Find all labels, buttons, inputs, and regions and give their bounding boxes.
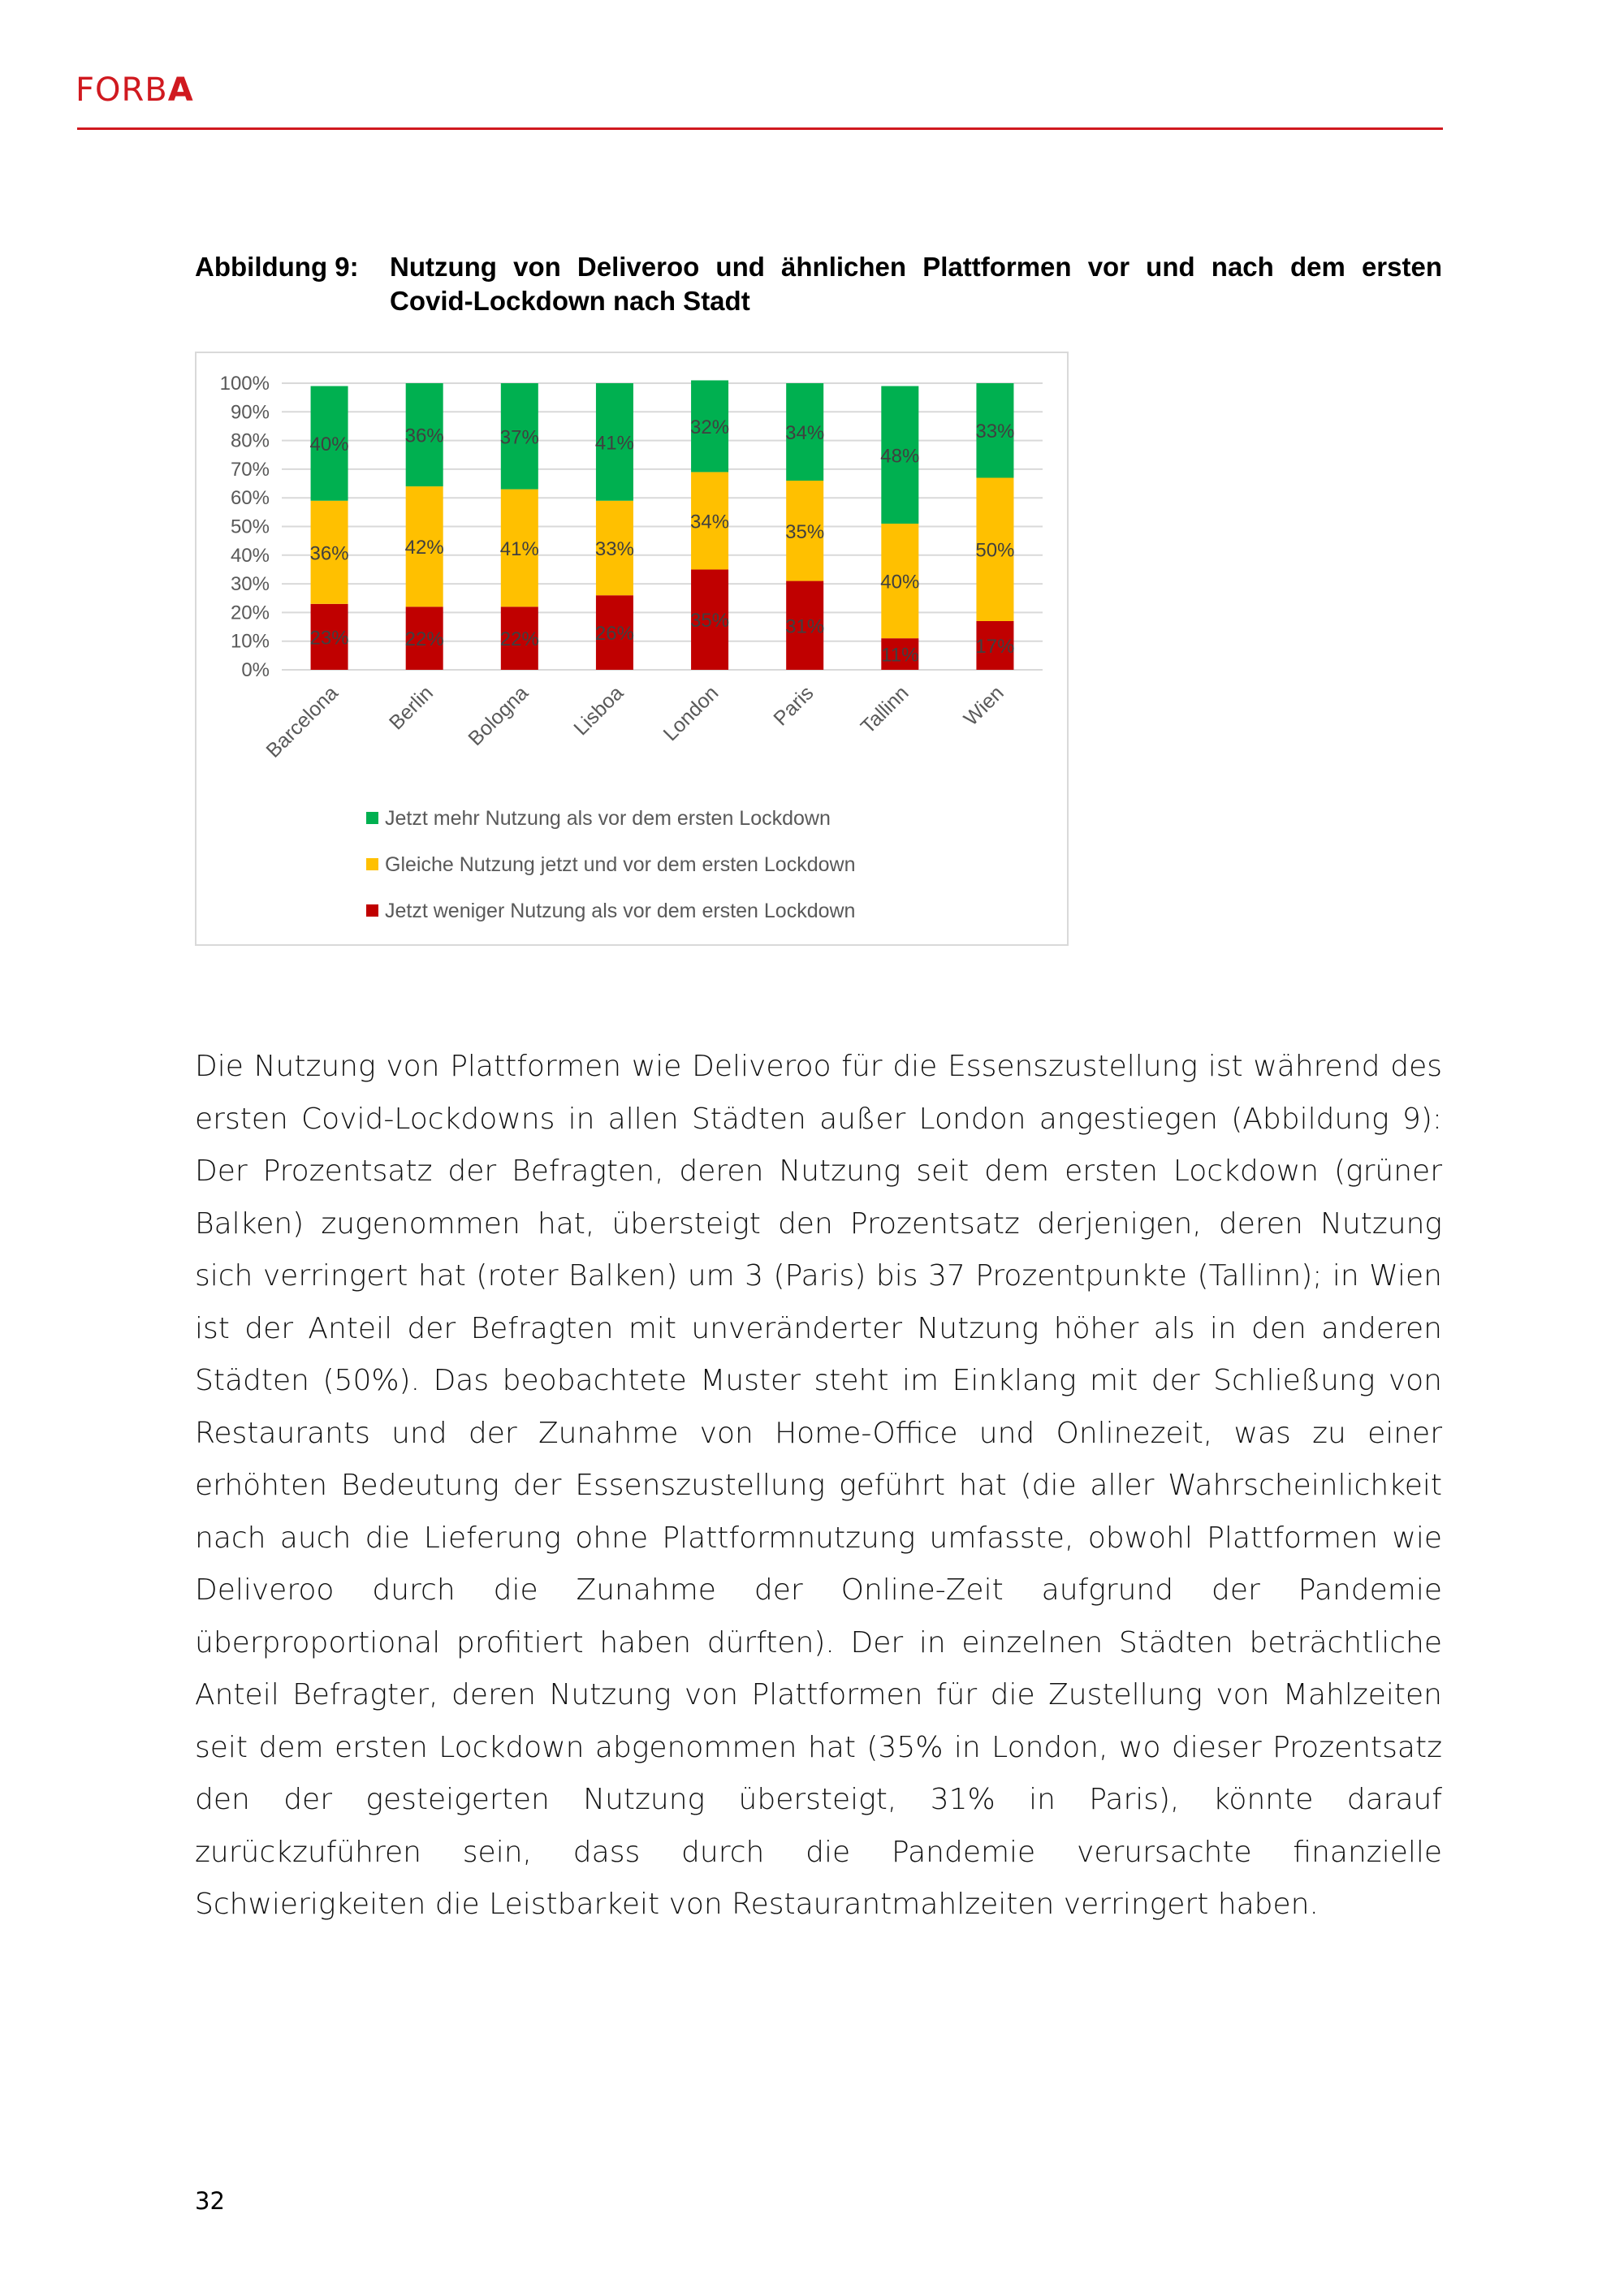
- data-label: 11%: [881, 644, 919, 667]
- logo-text: FORB: [76, 71, 168, 109]
- legend-label: Jetzt weniger Nutzung als vor dem ersten Lockdown: [385, 900, 856, 922]
- legend-swatch: [366, 904, 378, 917]
- data-label: 41%: [594, 432, 634, 455]
- header-rule: [77, 127, 1443, 130]
- y-tick-label: 60%: [230, 487, 270, 510]
- stacked-bar-chart: [195, 352, 1069, 946]
- data-label: 34%: [785, 422, 825, 445]
- y-tick-label: 20%: [230, 602, 270, 624]
- data-label: 22%: [404, 628, 444, 651]
- y-tick-label: 10%: [230, 630, 270, 653]
- data-label: 37%: [499, 426, 539, 449]
- y-tick-label: 90%: [230, 401, 270, 424]
- y-tick-label: 0%: [241, 659, 270, 681]
- figure-caption: [195, 250, 1442, 318]
- data-label: 50%: [975, 539, 1015, 562]
- data-label: 40%: [309, 434, 349, 456]
- y-tick-label: 80%: [230, 429, 270, 452]
- logo-accent: A: [167, 71, 194, 109]
- data-label: 42%: [404, 537, 444, 559]
- y-tick-label: 100%: [219, 373, 270, 395]
- data-label: 33%: [594, 537, 634, 560]
- y-tick-label: 40%: [230, 544, 270, 567]
- y-tick-label: 30%: [230, 573, 270, 596]
- chart-svg: [197, 353, 1070, 947]
- forba-logo: [76, 71, 194, 109]
- data-label: 40%: [880, 571, 920, 593]
- data-label: 33%: [975, 421, 1015, 443]
- data-label: 23%: [309, 627, 349, 650]
- x-tick-label: Paris: [769, 681, 818, 731]
- legend-label: Gleiche Nutzung jetzt und vor dem ersten Lockdown: [385, 853, 856, 876]
- figure-title: Nutzung von Deliveroo und ähnlichen Plattformen vor und nach dem ersten Covid-Lockdown nach Stadt: [390, 252, 1442, 316]
- data-label: 26%: [594, 623, 634, 645]
- y-tick-label: 70%: [230, 458, 270, 481]
- x-tick-label: Tallinn: [856, 681, 914, 739]
- page-number: 32: [195, 2187, 225, 2215]
- legend-swatch: [366, 858, 378, 870]
- body-paragraph: Die Nutzung von Plattformen wie Deliveroo für die Essenszustellung ist während des ersten Covid-Lockdowns in allen Städten außer London angestiegen (Abbildung 9): Der Prozentsatz der Befragten, deren Nutzung seit dem ersten Lockdown (grüner Balken) zugenommen hat, übersteigt den Prozentsatz derjenigen, deren Nutzung sich verringert hat (roter Balken) um 3 (Paris) bis 37 Prozentpunkte (Tallinn); in Wien ist der Anteil der Befragten mit unveränderter Nutzung höher als in den anderen Städten (50%). Das beobachtete Muster steht im Einklang mit der Schließung von Restaurants und der Zunahme von Home-Office und Onlinezeit, was zu einer erhöhten Bedeutung der Essenszustellung geführt hat (die aller Wahrscheinlichkeit nach auch die Lieferung ohne Plattformnutzung umfasste, obwohl Plattformen wie Deliveroo durch die Zunahme der Online-Zeit aufgrund der Pandemie überproportional profitiert haben dürften). Der in einzelnen Städten beträchtliche Anteil Befragter, deren Nutzung von Plattformen für die Zustellung von Mahlzeiten seit dem ersten Lockdown abgenommen hat (35% in London, wo dieser Prozentsatz den der gesteigerten Nutzung übersteigt, 31% in Paris), könnte darauf zurückzuführen sein, dass durch die Pandemie verursachte finanzielle Schwierigkeiten die Leistbarkeit von Restaurantmahlzeiten verringert haben.: [195, 1050, 1442, 1921]
- data-label: 35%: [785, 520, 825, 543]
- data-label: 35%: [690, 610, 730, 632]
- data-label: 34%: [690, 511, 730, 533]
- body-text: [195, 1041, 1442, 1931]
- legend-swatch: [366, 812, 378, 824]
- data-label: 36%: [404, 425, 444, 447]
- x-tick-label: Bologna: [464, 681, 533, 751]
- x-tick-label: Barcelona: [261, 681, 343, 762]
- x-tick-label: London: [659, 681, 723, 746]
- y-tick-label: 50%: [230, 516, 270, 538]
- x-tick-label: Wien: [959, 681, 1009, 731]
- x-tick-label: Berlin: [384, 681, 438, 735]
- figure-label: Abbildung 9:: [195, 252, 359, 282]
- data-label: 17%: [975, 635, 1015, 658]
- data-label: 31%: [785, 615, 825, 638]
- data-label: 32%: [690, 416, 730, 438]
- x-tick-label: Lisboa: [569, 681, 628, 740]
- legend-label: Jetzt mehr Nutzung als vor dem ersten Lockdown: [385, 807, 831, 830]
- data-label: 22%: [499, 628, 539, 651]
- data-label: 48%: [880, 445, 920, 468]
- data-label: 41%: [499, 537, 539, 560]
- data-label: 36%: [309, 542, 349, 565]
